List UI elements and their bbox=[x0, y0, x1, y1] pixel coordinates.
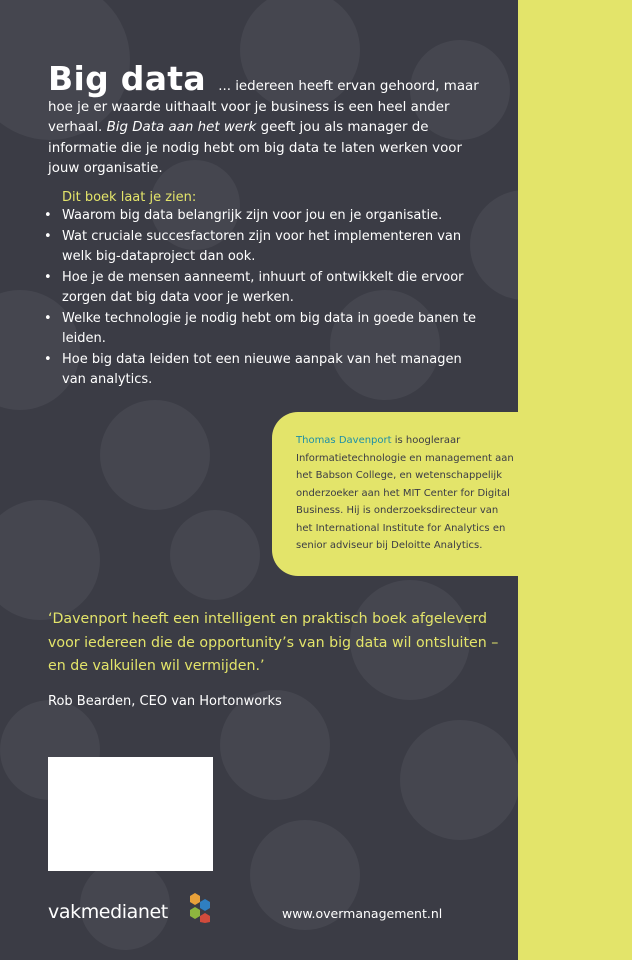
author-bio bbox=[296, 432, 514, 555]
author-description: is hoogleraar Informatietechnologie en management aan het Babson College, en wetenschappelijk onderzoeker aan het MIT Center for Digital Business. Hij is onderzoeksdirecteur van het International Institute for Analytics en senior adviseur bij Deloitte Analytics. bbox=[296, 435, 514, 551]
bullet-icon: • bbox=[44, 269, 52, 285]
list-item: • Welke technologie je nodig hebt om big data in goede banen te leiden. bbox=[44, 310, 476, 346]
list-item: • Wat cruciale succesfactoren zijn voor het implementeren van welk big-dataproject dan ook. bbox=[44, 228, 462, 264]
list-item: • Waarom big data belangrijk zijn voor jou en je organisatie. bbox=[44, 206, 484, 227]
intro-text: ... iedereen heeft ervan gehoord, maar hoe je er waarde uithaalt voor je business is een heel ander verhaal. bbox=[48, 79, 479, 135]
bullet-icon: • bbox=[44, 310, 52, 326]
intro-text-2: geeft jou als manager de informatie die je nodig hebt om big data te laten werken voor jouw organisatie. bbox=[48, 120, 462, 176]
bullet-icon: • bbox=[44, 208, 52, 223]
decorative-circle bbox=[100, 400, 210, 510]
publisher-logo bbox=[48, 897, 168, 927]
decorative-circle bbox=[0, 500, 100, 620]
bullet-icon: • bbox=[44, 351, 52, 367]
decorative-circle bbox=[170, 510, 260, 600]
bullets-heading: Dit boek laat je zien: bbox=[62, 190, 197, 205]
author-box bbox=[272, 412, 518, 576]
publisher-name: vakmedianet bbox=[48, 901, 168, 923]
quote-author: Rob Bearden, CEO van Hortonworks bbox=[48, 694, 282, 709]
hexagon-logo-icon bbox=[186, 891, 216, 923]
benefits-list bbox=[44, 206, 484, 391]
big-data-title: Big data bbox=[48, 59, 206, 98]
decorative-circle bbox=[400, 720, 518, 840]
bullet-icon: • bbox=[44, 228, 52, 244]
list-item: • Hoe je de mensen aanneemt, inhuurt of ontwikkelt die ervoor zorgen dat big data voor je werken. bbox=[44, 269, 464, 305]
list-item: • Hoe big data leiden tot een nieuwe aanpak van het managen van analytics. bbox=[44, 351, 462, 387]
website-url: www.overmanagement.nl bbox=[282, 906, 443, 921]
intro-paragraph bbox=[48, 59, 488, 180]
book-spine bbox=[518, 0, 632, 960]
book-title: Big Data aan het werk bbox=[106, 120, 257, 135]
barcode-placeholder bbox=[48, 757, 213, 871]
author-name: Thomas Davenport bbox=[296, 435, 392, 446]
endorsement-quote: ‘Davenport heeft een intelligent en praktisch boek afgeleverd voor iedereen die de opportunity’s van big data wil ontsluiten – en de valkuilen wil vermijden.’ bbox=[48, 611, 499, 674]
